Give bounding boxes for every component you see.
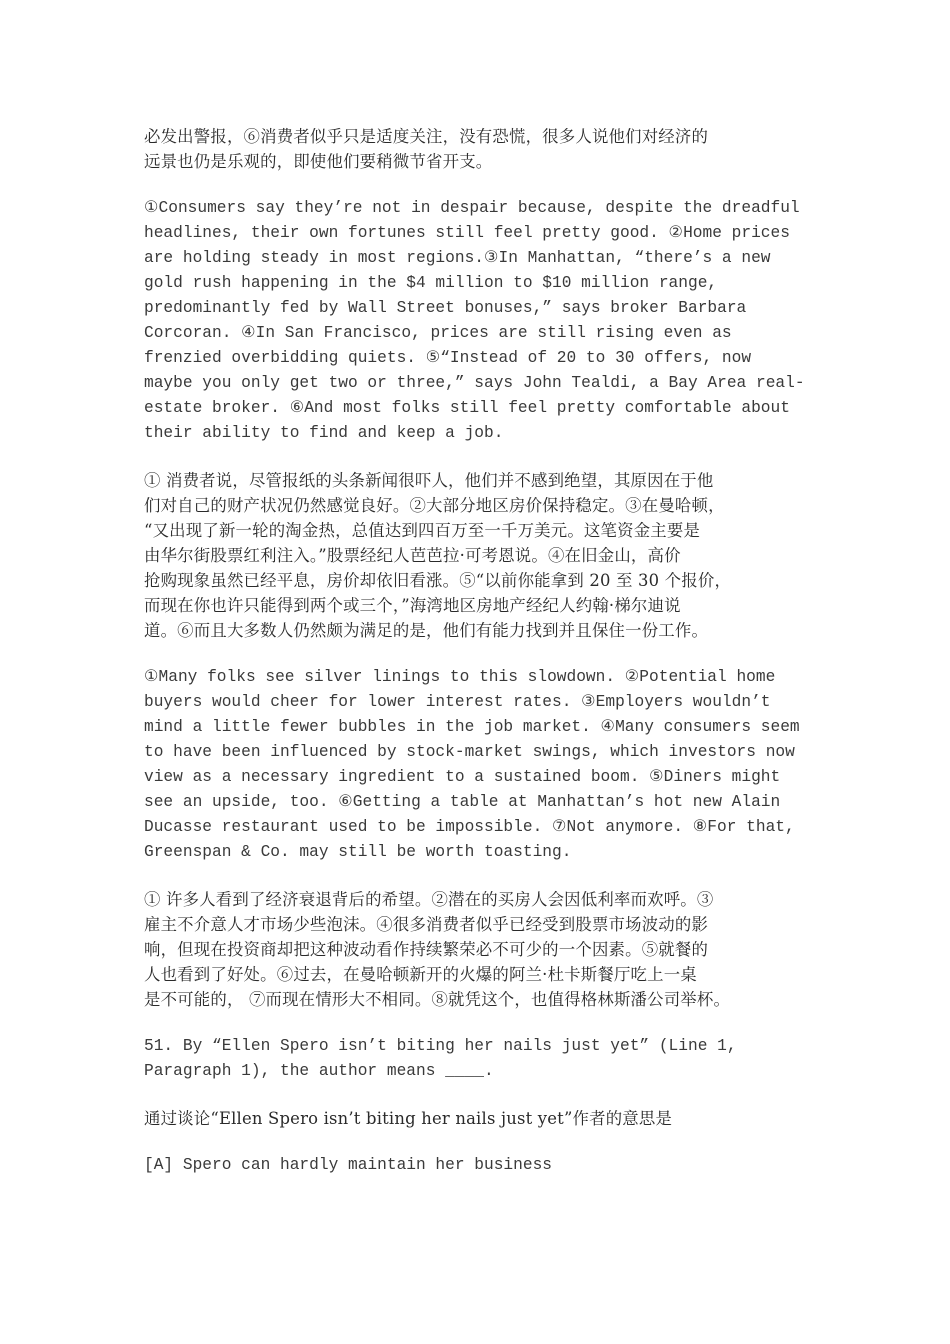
- english-paragraph-silver-linings: ①Many folks see silver linings to this slowdown. ②Potential home buyers would cheer for lower interest rates. ③Employers wouldn’t mind a little fewer bubbles in the job market. ④Many consumers seem to have been influenced by stock-market swings, which investors now view as a necessary ingredient to a sustained boom. ⑤Diners might see an upside, too. ⑥Getting a table at Manhattan’s hot new Alain Ducasse restaurant used to be impossible. ⑦Not anymore. ⑧For that, Greenspan & Co. may still be worth toasting.: [144, 668, 800, 861]
- english-paragraph-consumers: ①Consumers say they’re not in despair because, despite the dreadful headlines, their own fortunes still feel pretty good. ②Home prices are holding steady in most regions.③In Manhattan, “there’s a new gold rush happening in the $4 million to $10 million range, predominantly fed by Wall Street bonuses,” says broker Barbara Corcoran. ④In San Francisco, prices are still rising even as frenzied overbidding quiets. ⑤“Instead of 20 to 30 offers, now maybe you only get two or three,” says John Tealdi, a Bay Area real- estate broker. ⑥And most folks still feel pretty comfortable about their ability to find and keep a job.: [144, 199, 805, 442]
- chinese-paragraph-consumers: ① 消费者说，尽管报纸的头条新闻很吓人，他们并不感到绝望，其原因在于他 们对自己的财产状况仍然感觉良好。②大部分地区房价保持稳定。③在曼哈顿， “又出现了新一轮的淘金热，总值达到四百万至一千万美元。这笔资金主要是 由华尔街股票红利注入。”股票经纪人芭芭拉·可考恩说。④在旧金山，高价 抢购现象虽然已经平息，房价却依旧看涨。⑤“以前你能拿到 20 至 30 个报价， 而现在你也许只能得到两个或三个，”海湾地区房地产经纪人约翰·梯尔迪说 道。⑥而且大多数人仍然颇为满足的是，他们有能力找到并且保住一份工作。: [144, 471, 732, 640]
- document-page: [144, 124, 834, 1200]
- question-stem: 51. By “Ellen Spero isn’t biting her nails just yet” (Line 1, Paragraph 1), the author means ____.: [144, 1037, 737, 1080]
- question-option-a: [A] Spero can hardly maintain her business: [144, 1156, 552, 1174]
- chinese-paragraph-intro: 必发出警报，⑥消费者似乎只是适度关注，没有恐慌，很多人说他们对经济的 远景也仍是乐观的，即使他们要稍微节省开支。: [144, 127, 709, 171]
- chinese-paragraph-silver-linings: ① 许多人看到了经济衰退背后的希望。②潜在的买房人会因低利率而欢呼。③ 雇主不介意人才市场少些泡沫。④很多消费者似乎已经受到股票市场波动的影 响，但现在投资商却把这种波动看作持续繁荣必不可少的一个因素。⑤就餐的 人也看到了好处。⑥过去，在曼哈顿新开的火爆的阿兰·杜卡斯餐厅吃上一桌 是不可能的， ⑦而现在情形大不相同。⑧就凭这个，也值得格林斯潘公司举杯。: [144, 890, 731, 1009]
- question-stem-chinese: 通过谈论“Ellen Spero isn’t biting her nails just yet”作者的意思是: [144, 1109, 673, 1128]
